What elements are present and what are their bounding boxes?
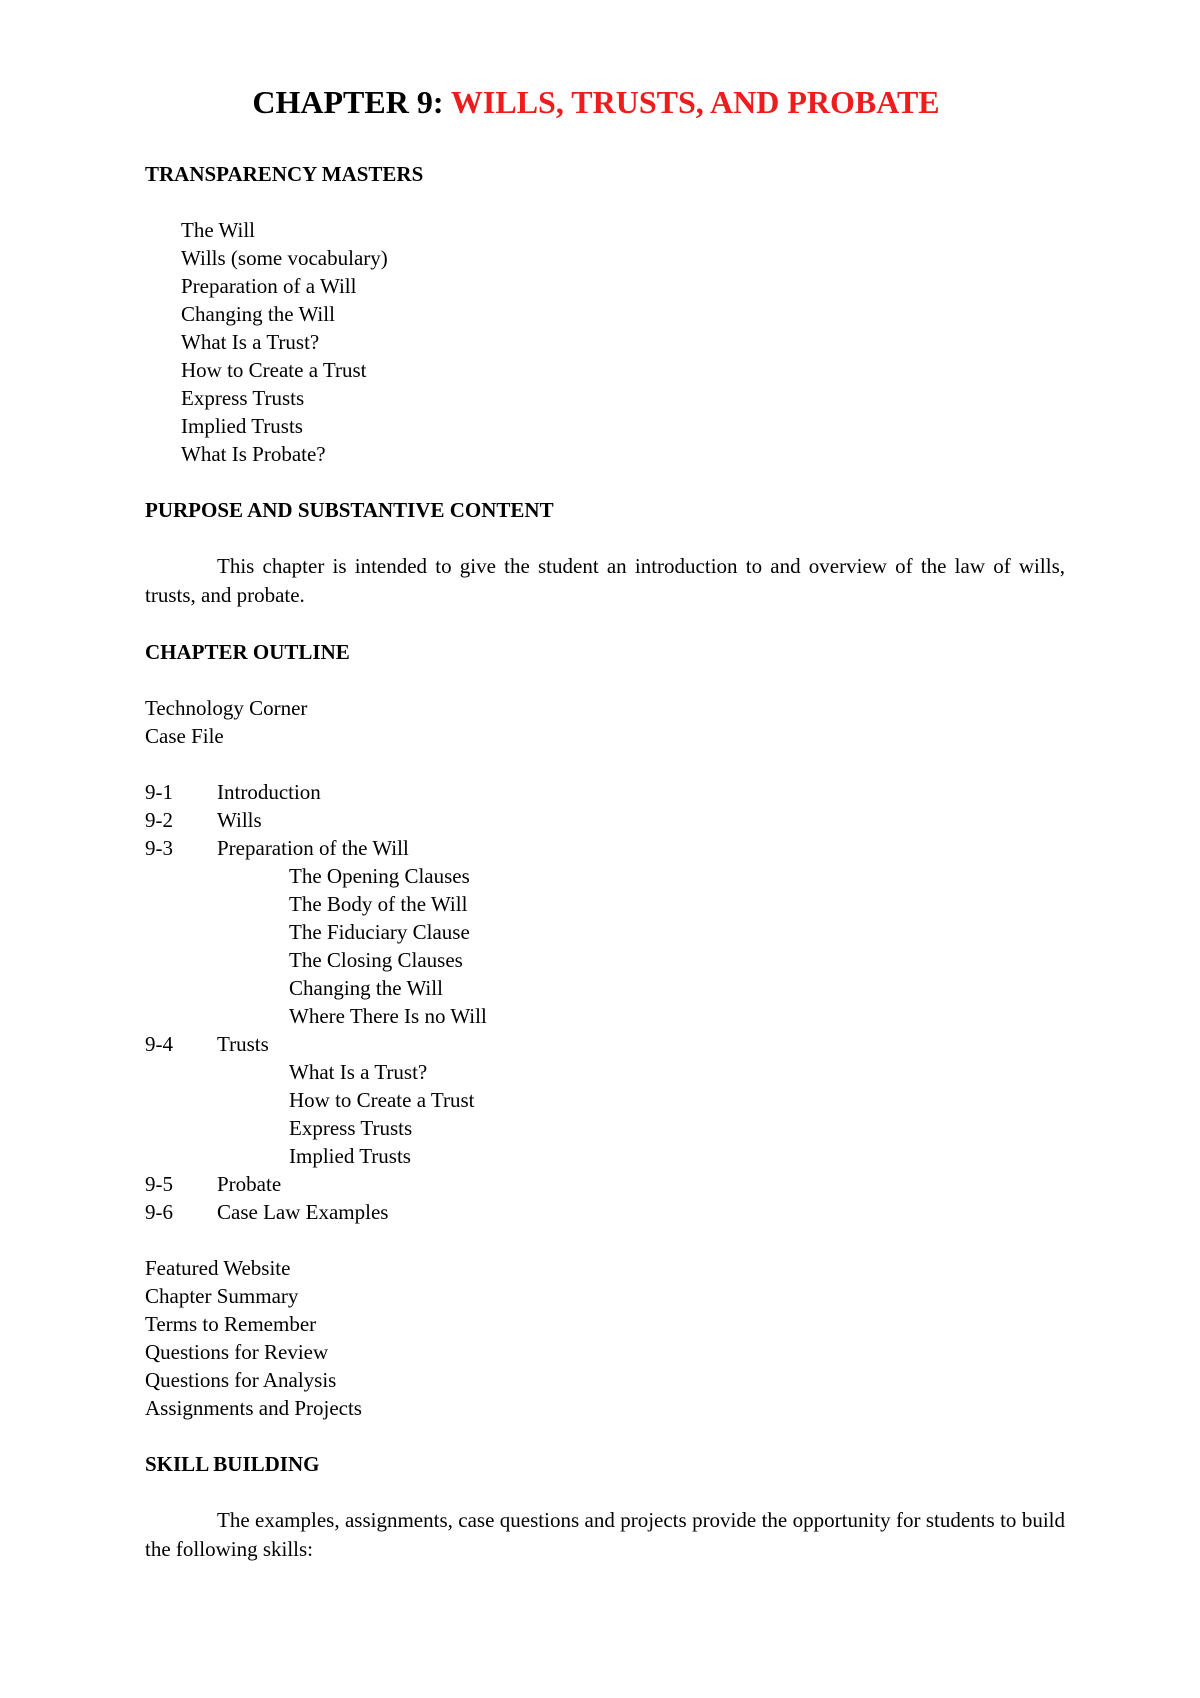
skill-section: [145, 1450, 1065, 1564]
transparency-item: The Will: [181, 218, 256, 242]
outline-section-label: Introduction: [217, 780, 321, 804]
outline-section-label: Trusts: [217, 1032, 269, 1056]
outline-post-item: Assignments and Projects: [145, 1396, 362, 1420]
outline-post-item: Questions for Review: [145, 1340, 329, 1364]
purpose-section: [145, 496, 1065, 610]
outline-section-label: Probate: [217, 1172, 282, 1196]
transparency-heading: TRANSPARENCY MASTERS: [145, 162, 424, 186]
outline-section-number: 9-6: [145, 1200, 173, 1224]
transparency-item: Wills (some vocabulary): [181, 246, 388, 270]
transparency-item: Preparation of a Will: [181, 274, 357, 298]
outline-section-number: 9-4: [145, 1032, 173, 1056]
outline-post-item: Featured Website: [145, 1256, 291, 1280]
transparency-section: [145, 160, 1065, 468]
outline-pre-item: Technology Corner: [145, 696, 308, 720]
transparency-item: Changing the Will: [181, 302, 335, 326]
outline-subsection: Where There Is no Will: [289, 1004, 487, 1028]
outline-section-number: 9-3: [145, 836, 173, 860]
outline-post-item: Chapter Summary: [145, 1284, 299, 1308]
skill-paragraph: The examples, assignments, case questions and projects provide the opportunity for students to build the following skills:: [145, 1508, 1065, 1561]
purpose-heading: PURPOSE AND SUBSTANTIVE CONTENT: [145, 498, 554, 522]
transparency-item: How to Create a Trust: [181, 358, 367, 382]
outline-section-row: [145, 834, 1065, 862]
outline-section-label: Wills: [217, 808, 262, 832]
outline-subsection: The Fiduciary Clause: [289, 920, 470, 944]
outline-subsection: The Opening Clauses: [289, 864, 470, 888]
outline-section-number: 9-1: [145, 780, 173, 804]
outline-section-label: Case Law Examples: [217, 1200, 389, 1224]
outline-section-row: [145, 778, 1065, 806]
chapter-title-highlight: WILLS, TRUSTS, AND PROBATE: [450, 84, 940, 120]
outline-section-label: Preparation of the Will: [217, 836, 409, 860]
outline-section: [145, 638, 1065, 1422]
chapter-title: [145, 82, 1065, 122]
outline-section-row: [145, 1030, 1065, 1058]
outline-subsection: Changing the Will: [289, 976, 443, 1000]
outline-section-number: 9-2: [145, 808, 173, 832]
document-page: [145, 82, 1065, 1564]
transparency-item: Express Trusts: [181, 386, 305, 410]
purpose-paragraph: This chapter is intended to give the student an introduction to and overview of the law of wills, trusts, and probate.: [145, 554, 1065, 607]
outline-section-number: 9-5: [145, 1172, 173, 1196]
outline-section-row: [145, 806, 1065, 834]
outline-post-item: Questions for Analysis: [145, 1368, 337, 1392]
outline-subsection: How to Create a Trust: [289, 1088, 475, 1112]
outline-post-item: Terms to Remember: [145, 1312, 317, 1336]
transparency-item: Implied Trusts: [181, 414, 303, 438]
chapter-title-prefix: CHAPTER 9:: [252, 84, 451, 120]
outline-section-row: [145, 1170, 1065, 1198]
skill-heading: SKILL BUILDING: [145, 1452, 320, 1476]
outline-heading: CHAPTER OUTLINE: [145, 640, 350, 664]
outline-subsection: The Closing Clauses: [289, 948, 463, 972]
outline-subsection: What Is a Trust?: [289, 1060, 428, 1084]
outline-pre-item: Case File: [145, 724, 224, 748]
outline-section-row: [145, 1198, 1065, 1226]
outline-subsection: Express Trusts: [289, 1116, 413, 1140]
outline-subsection: Implied Trusts: [289, 1144, 411, 1168]
outline-subsection: The Body of the Will: [289, 892, 468, 916]
transparency-item: What Is a Trust?: [181, 330, 320, 354]
transparency-item: What Is Probate?: [181, 442, 326, 466]
